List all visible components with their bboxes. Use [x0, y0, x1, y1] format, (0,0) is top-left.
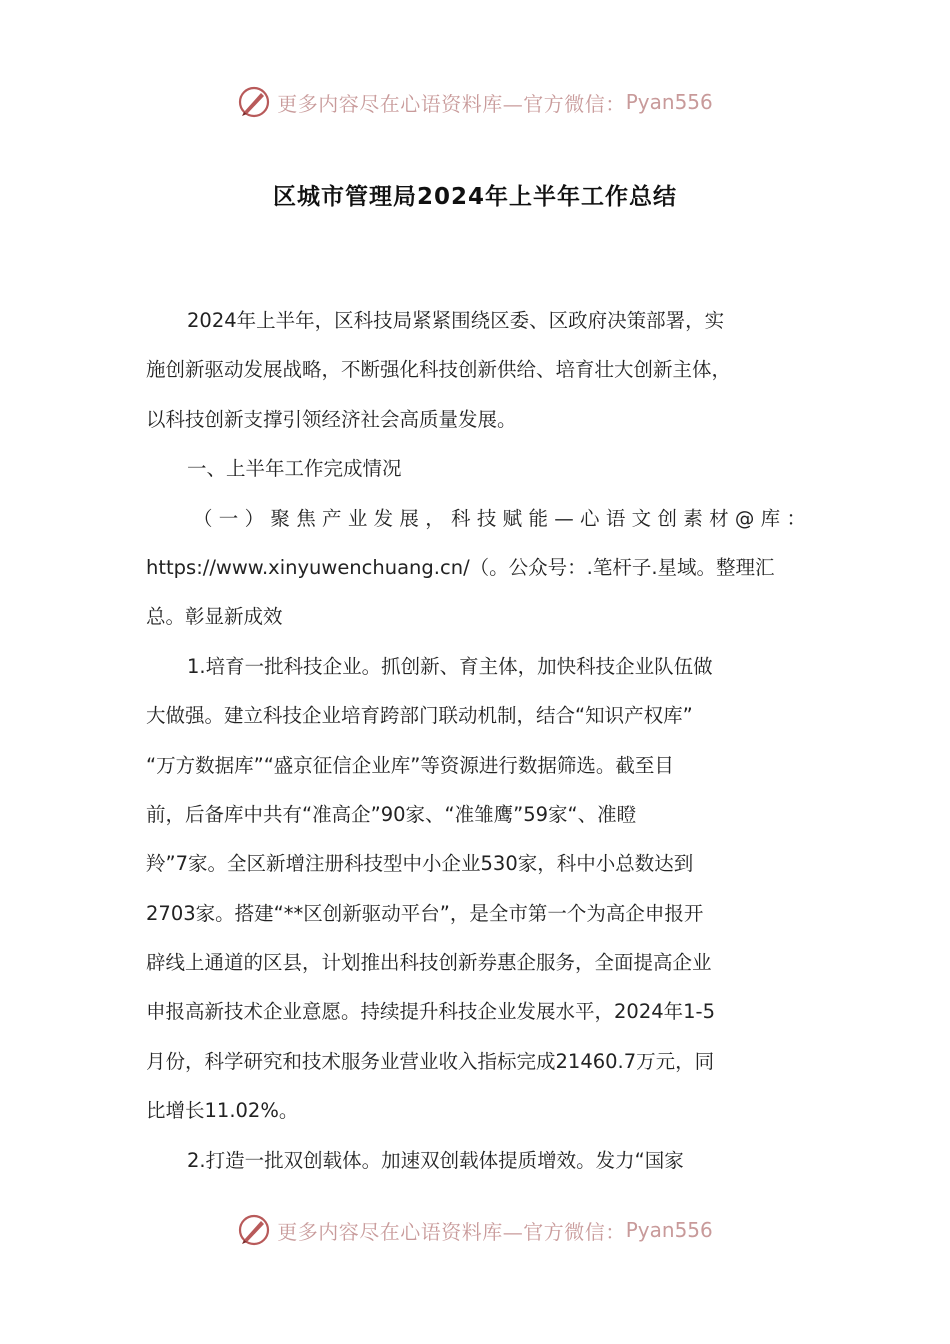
- watermark-contact: Pyan556: [625, 1218, 713, 1242]
- section-heading: 一、上半年工作完成情况: [187, 457, 402, 481]
- watermark-text: 更多内容尽在心语资料库—官方微信：: [277, 91, 626, 116]
- paragraph-line: 前，后备库中共有“准高企”90家、“准雏鹰”59家“、准瞪: [146, 802, 637, 826]
- watermark-contact: Pyan556: [625, 90, 713, 114]
- paragraph-line: 2703家。搭建“**区创新驱动平台”，是全市第一个为高企申报开: [146, 901, 704, 925]
- paragraph-line: 2024年上半年，区科技局紧紧围绕区委、区政府决策部署，实: [187, 309, 725, 332]
- paragraph-line: 羚”7家。全区新增注册科技型中小企业530家，科中小总数达到: [146, 852, 694, 876]
- pen-logo-icon: [237, 85, 271, 119]
- watermark-top: [0, 82, 950, 122]
- watermark-text: 更多内容尽在心语资料库—官方微信：: [277, 1219, 626, 1244]
- paragraph-line: 申报高新技术企业意愿。持续提升科技企业发展水平，2024年1-5: [146, 1000, 715, 1024]
- subsection-heading: （一）聚焦产业发展，科技赋能—心语文创素材@库：: [193, 506, 806, 530]
- paragraph-line: 施创新驱动发展战略，不断强化科技创新供给、培育壮大创新主体，: [146, 358, 732, 382]
- pen-logo-icon: [237, 1213, 271, 1247]
- paragraph-line: “万方数据库”“盛京征信企业库”等资源进行数据筛选。截至目: [146, 753, 674, 777]
- paragraph-line: https://www.xinyuwenchuang.cn/（。公众号：.笔杆子.星域。整理汇: [146, 555, 775, 579]
- paragraph-line: 2.打造一批双创载体。加速双创载体提质增效。发力“国家: [187, 1148, 684, 1172]
- paragraph-line: 月份，科学研究和技术服务业营业收入指标完成21460.7万元，同: [146, 1049, 715, 1073]
- document-body: [146, 296, 806, 1185]
- paragraph-line: 辟线上通道的区县，计划推出科技创新券惠企服务，全面提高企业: [146, 951, 712, 975]
- paragraph-line: 大做强。建立科技企业培育跨部门联动机制，结合“知识产权库”: [146, 704, 693, 728]
- paragraph-line: 总。彰显新成效: [146, 605, 283, 629]
- paragraph-line: 1.培育一批科技企业。抓创新、育主体，加快科技企业队伍做: [187, 654, 713, 678]
- document-title: 区城市管理局2024年上半年工作总结: [272, 184, 677, 210]
- paragraph-line: 比增长11.02%。: [146, 1099, 299, 1123]
- paragraph-line: 以科技创新支撑引领经济社会高质量发展。: [146, 407, 517, 431]
- watermark-bottom: [0, 1210, 950, 1250]
